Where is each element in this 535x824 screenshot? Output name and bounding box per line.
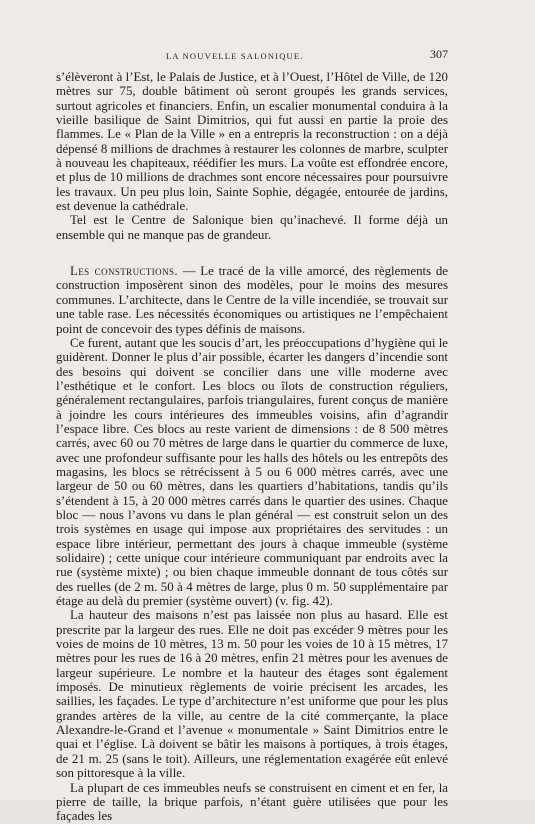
section-paragraph-2: Ce furent, autant que les soucis d’art, les préoccupations d’hygiène qui le guidèrent. Donner le plus d’air possible, écarter les dangers d’incendie sont des besoins qui doivent se concilier dans une ville moderne avec l’esthétique et le confort. Les blocs ou îlots de construction réguliers, généralement rectangulaires, parfois triangulaires, furent conçus de manière à joindre les cours intérieures des immeubles voisins, afin d’agrandir l’espace libre. Ces blocs au reste varient de dimensions : de 8 500 mètres carrés, avec 60 ou 70 mètres de large dans le quartier du commerce de luxe, avec une profondeur suffisante pour les halls des hôtels ou les entrepôts des magasins, les blocs se rétrécissent à 5 ou 6 000 mètres carrés, avec une largeur de 50 ou 60 mètres, dans les quartiers d’habitations, tandis qu’ils s’étendent à 15, à 20 000 mètres carrés dans le quartier des usines. Chaque bloc — nous l’avons vu dans le plan général — est construit selon un des trois systèmes en usage qui impose aux propriétaires des servitudes : un espace libre intérieur, permettant des jours à chaque immeuble (système solidaire) ; cette unique cour intérieure communiquant par endroits avec la rue (système mixte) ; ou bien chaque immeuble donnant de tous côtés sur des ruelles (de 2 m. 50 à 4 mètres de large, plus 0 m. 50 supplémentaire par étage au delà du premier (système ouvert) (v. fig. 42). [56, 335, 448, 609]
section-intro-text: — Le tracé de la ville amorcé, des règlements de construction imposèrent sinon des modèles, pour le moins des mesures communes. L’architecte, dans le Centre de la ville incendiée, se trouvait sur une table rase. Les nécessités économiques ou artistiques ne l’empêchaient point de concevoir des types définis de maisons. [56, 264, 448, 336]
section-paragraph-4: La plupart de ces immeubles neufs se construisent en ciment et en fer, la pierre de taille, la brique parfois, n’étant guère utilisées que pour les façades les [56, 780, 448, 824]
section-paragraph-3: La hauteur des maisons n’est pas laissée non plus au hasard. Elle est prescrite par la largeur des rues. Elle ne doit pas excéder 9 mètres pour les voies de moins de 10 mètres, 13 m. 50 pour les voies de 10 à 15 mètres, 17 mètres pour les rues de 16 à 20 mètres, enfin 21 mètres pour les avenues de largeur supérieure. Le nombre et la hauteur des étages sont également imposés. De minutieux règlements de voirie précisent les arcades, les saillies, les façades. Le type d’architecture n’est uniforme que pour les plus grandes artères de la ville, au centre de la cité commerçante, la place Alexandre-le-Grand et l’avenue « monumentale » Saint Dimitrios entre le quai et l’église. Là doivent se bâtir les maisons à portiques, à trois étages, de 21 m. 25 (sans le toit). Ailleurs, une réglementation exagérée eût enlevé son pittoresque à la ville. [56, 608, 448, 781]
page-number: 307 [430, 47, 448, 61]
paragraph-1: s’élèveront à l’Est, le Palais de Justice, et à l’Ouest, l’Hôtel de Ville, de 120 mètres sur 75, double bâtiment où seront groupés les grands services, surtout agricoles et financiers. Enfin, un escalier monumental conduira à la vieille basilique de Saint Dimitrios, qui fut aussi en partie la proie des flammes. Le « Plan de la Ville » en a entrepris la reconstruction : on a déjà dépensé 8 millions de drachmes à restaurer les colonnes de marbre, sculpter à nouveau les chapiteaux, réédifier les murs. La voûte est effondrée encore, et plus de 10 millions de drachmes sont encore nécessaires pour poursuivre les travaux. Un peu plus loin, Sainte Sophie, dégagée, entourée de jardins, est devenue la cathédrale. [56, 70, 448, 214]
running-title: LA NOUVELLE SALONIQUE. [166, 51, 304, 61]
section-paragraph-1 [56, 264, 448, 336]
paragraph-2: Tel est le Centre de Salonique bien qu’inachevé. Il forme déjà un ensemble qui ne manque pas de grandeur. [56, 213, 448, 242]
section-heading: Les constructions. [70, 264, 179, 279]
body-text [56, 70, 448, 824]
